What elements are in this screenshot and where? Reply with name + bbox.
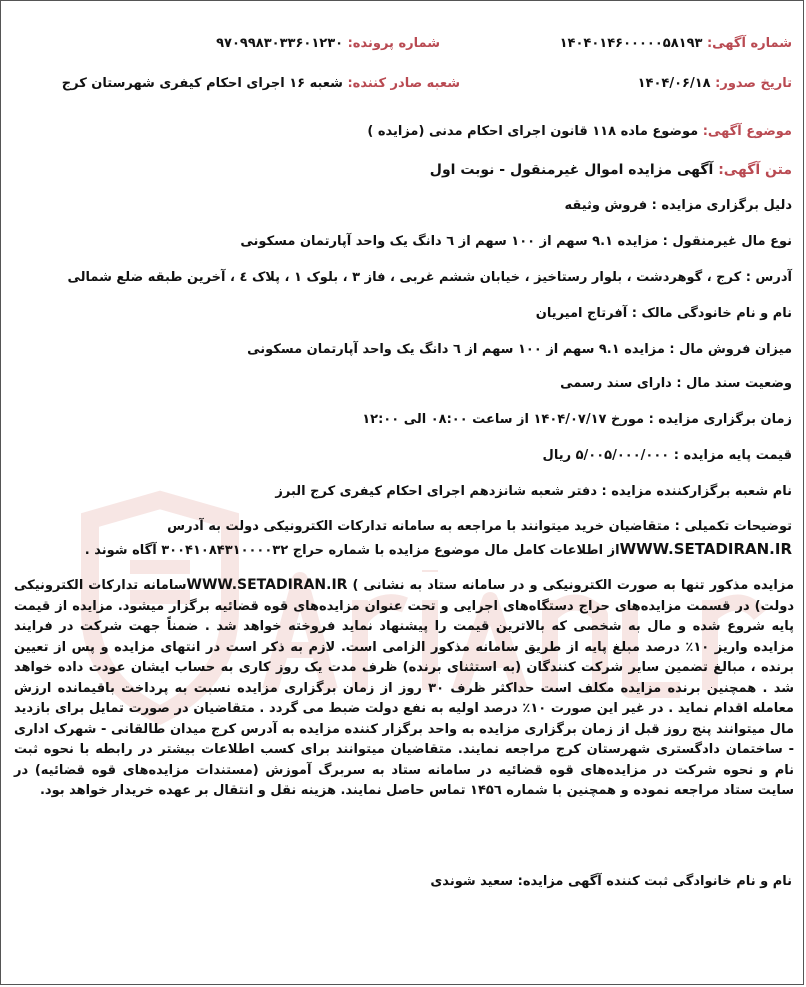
ad-text-value: آگهی مزایده اموال غیرمنقول - نوبت اول bbox=[429, 162, 714, 178]
issuer-value: شعبه ۱۶ اجرای احکام کیفری شهرستان کرج bbox=[61, 76, 343, 91]
issuer bbox=[62, 76, 460, 91]
body-start: مزایده مذکور تنها به صورت الکترونیکی و در سامانه ستاد به نشانی ) bbox=[352, 578, 795, 593]
subject-label: موضوع آگهی: bbox=[702, 124, 792, 139]
ad-number-value: ۱۴۰۴۰۱۴۶۰۰۰۰۰۵۸۱۹۳ bbox=[559, 36, 703, 51]
notes-url[interactable]: WWW.SETADIRAN.IR bbox=[619, 540, 792, 558]
body-paragraph bbox=[14, 575, 794, 802]
detail-line: میزان فروش مال : مزایده ۹.۱ سهم از ۱۰۰ سهم از ٦ دانگ یک واحد آپارتمان مسکونی bbox=[247, 342, 792, 357]
case-number bbox=[216, 36, 440, 51]
ad-text-label: متن آگهی: bbox=[718, 162, 792, 178]
detail-line: قیمت پایه مزایده : ۵/۰۰۵/۰۰۰/۰۰۰ ریال bbox=[542, 448, 792, 463]
ad-text-row bbox=[14, 160, 792, 180]
detail-line: وضعیت سند مال : دارای سند رسمی bbox=[560, 376, 792, 391]
registrant: نام و نام خانوادگی ثبت کننده آگهی مزایده: سعید شوندی bbox=[430, 874, 792, 889]
subject-row bbox=[14, 122, 792, 142]
notes-line-1: توضیحات تکمیلی : متقاضیان خرید میتوانند با مراجعه به سامانه تدارکات الکترونیکی دولت به آدرس bbox=[167, 519, 792, 534]
ad-number-label: شماره آگهی: bbox=[706, 36, 792, 51]
detail-line: دلیل برگزاری مزایده : فروش وثیقه bbox=[564, 198, 792, 213]
case-number-value: ۹۷۰۹۹۸۳۰۳۳۶۰۱۲۳۰ bbox=[216, 36, 344, 51]
body-url[interactable]: WWW.SETADIRAN.IR bbox=[186, 577, 348, 593]
detail-line: آدرس : کرج ، گوهردشت ، بلوار رستاخیز ، خیابان ششم غربی ، فاز ۳ ، بلوک ۱ ، پلاک ٤ ، آخرین طبقه ضلع شمالی bbox=[67, 270, 792, 285]
notes-line-2-text: از اطلاعات کامل مال موضوع مزایده با شماره حراج ۳۰۰۴۱۰۸۴۳۱۰۰۰۰۳۲ آگاه شوند . bbox=[84, 543, 620, 558]
issue-date bbox=[638, 76, 792, 91]
issue-date-label: تاریخ صدور: bbox=[715, 76, 792, 91]
case-number-label: شماره پرونده: bbox=[347, 36, 440, 51]
detail-line: نوع مال غیرمنقول : مزایده ۹.۱ سهم از ۱۰۰ سهم از ٦ دانگ یک واحد آپارتمان مسکونی bbox=[240, 234, 792, 249]
ad-number bbox=[560, 36, 792, 51]
subject-value: موضوع ماده ۱۱۸ قانون اجرای احکام مدنی (مزایده ) bbox=[367, 124, 699, 139]
detail-line: نام شعبه برگزارکننده مزایده : دفتر شعبه شانزدهم اجرای احکام کیفری کرج البرز bbox=[275, 484, 792, 499]
body-rest: سامانه تدارکات الکترونیکی دولت) در قسمت مزایده‌های حراج دستگاه‌های اجرایی و تحت عنوان مزایده‌های قوه قضائیه برگزار میشود. مزایده از قیمت پایه شروع شده و مال به شخصی که بالاترین قیمت را پیشنهاد نماید فروخته خواهد شد . ضمناً جهت شرکت در فرایند مزایده واریز ۱۰٪ درصد مبلغ پایه از طریق سامانه مذکور الزامی است. لازم به ذکر است در انتهای مزایده و پس از تعیین برنده ، مبالغ تضمین سایر شرکت کنندگان (به استثنای برنده) ظرف مدت یک روز کاری به حساب ایشان عودت داده خواهد شد . همچنین برنده مزایده مکلف است حداکثر ظرف ۳۰ روز از زمان برگزاری مزایده نسبت به پرداخت باقیمانده ارزش معامله اقدام نماید . در غیر این صورت ۱۰٪ درصد اولیه به نفع دولت ضبط می گردد . متقاضیان در صورت تمایل برای بازدید مال میتوانند پنج روز قبل از زمان برگزاری مزایده به واحد برگزار کننده مزایده به آدرس کرج میدان طالقانی - شهرک اداری - ساختمان دادگستری شهرستان کرج مراجعه نمایند. متقاضیان میتوانند برای کسب اطلاعات بیشتر در رابطه با نحوه ثبت نام و نحوه شرکت در مزایده‌های قوه قضائیه در سامانه ستاد به سربرگ آموزش (مستندات مزایده‌های قوه قضائیه) در سایت ستاد مراجعه نموده و همچنین با شماره ۱۴۵٦ تماس حاصل نمایند. هزینه نقل و انتقال بر عهده خریدار خواهد بود. bbox=[14, 578, 794, 798]
detail-line: نام و نام خانودگی مالک : آفرتاج امیریان bbox=[535, 306, 792, 321]
detail-line: زمان برگزاری مزایده : مورخ ۱۴۰۴/۰۷/۱۷ از ساعت ۰۸:۰۰ الی ۱۲:۰۰ bbox=[362, 412, 792, 427]
issue-date-value: ۱۴۰۴/۰۶/۱۸ bbox=[637, 76, 711, 91]
notes-line-2 bbox=[14, 539, 792, 561]
issuer-label: شعبه صادر کننده: bbox=[347, 76, 460, 91]
